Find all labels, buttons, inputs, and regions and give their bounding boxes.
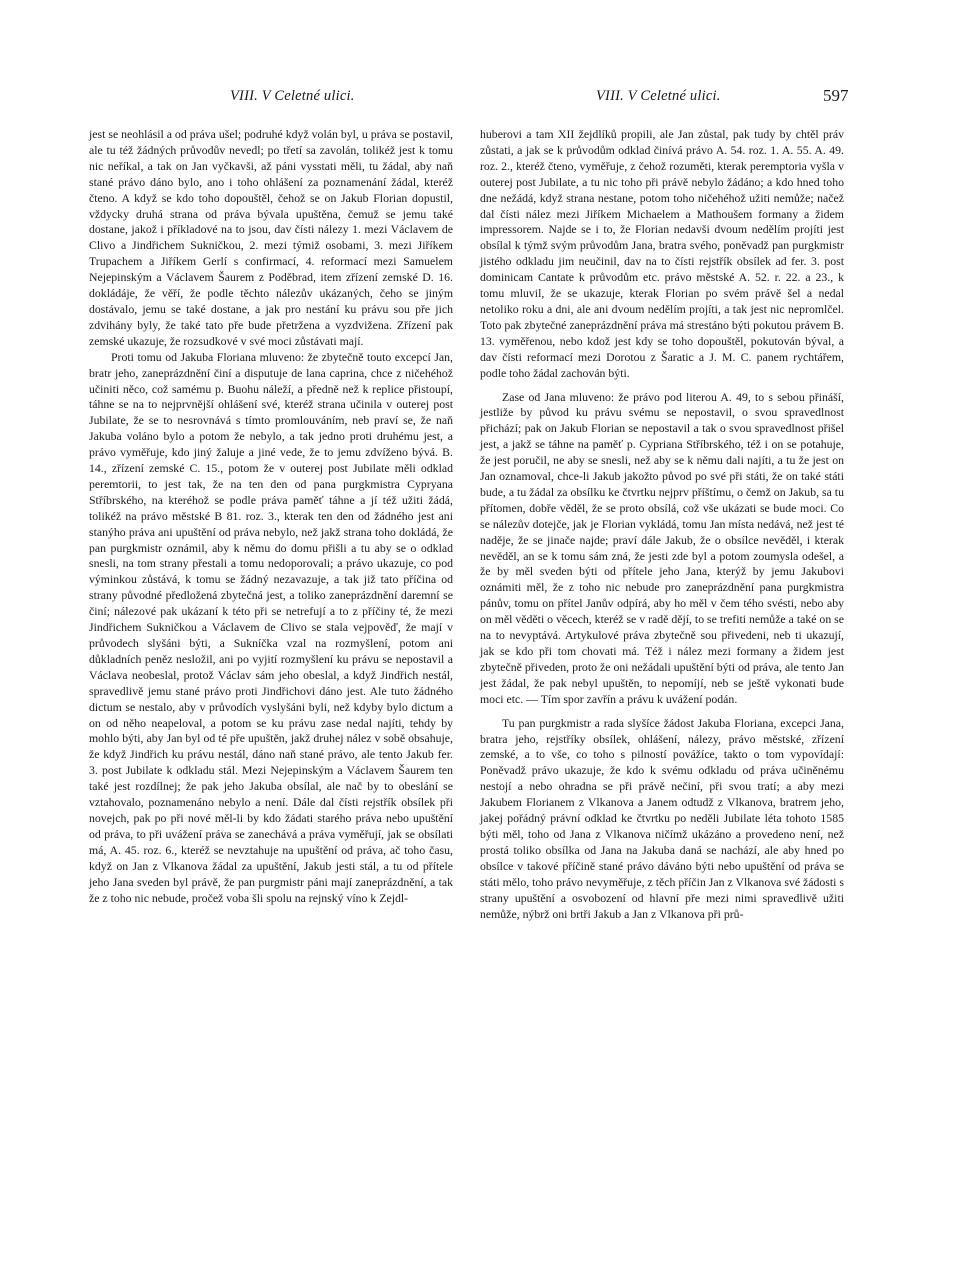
- text-column-left: [89, 127, 453, 906]
- paragraph: Proti tomu od Jakuba Floriana mluveno: že zbytečně touto excepcí Jan, bratr jeho, zaneprázdnění činí a disputuje de lana caprina, chce z ničehéhož učiniti něco, což samému p. Buohu náleží, a předně než k replice přistoupí, táhne se na to nejprvnější ohlášení své, kteréž strana učinila v outerej post Jubilate, že se to nesrovnává s tímto promlouváním, neb praví se, že naň Jakuba voláno bylo a potom že nebylo, a tak jedno proti druhému jest, a právo vyměřuje, kdo jiný žaluje a jiné vede, že to jemu zdvíženo bývá. B. 14., zřízení zemské C. 15., potom že v outerej post Jubilate měli odklad peremtorii, to jest tak, že na ten den od pana purgkmistra Cypryana Stříbrského, na kteréhož se podle práva paměť táhne a jí též užiti žádá, tolikéž na právo městské B 81. roz. 3., kterak ten den od žádného jest ani stanýho práva ani upuštění od práva nebylo, než jakž strana toho dokládá, že pan purgkmistr oznámil, aby k němu do domu přišli a tu aby se o odklad snesli, na tom strany přestali a tomu nedoporovali; a právo ukazuje, co pod výminkou zůstává, k tomu se žádný nezavazuje, a tak již tato příčina od strany původné předložená zbytečná jest, a toliko zaneprázdnění daremní se činí; nálezové pak ukázaní k této při se netrefují a to z příčiny té, že mezi Jindřichem Sukničkou a Václavem de Clivo se stala vejpověď, že mají v průvodech slyšáni býti, a Sukníčka vzal na rozmyšlení, potom ani důkladních peněz nesložil, ani po vyjití rozmyšlení ku právu se nepostavil a Václava neobeslal, protož Václav sám jeho obeslal, a když Jindřich nestál, spravedlivě jemu stané právo proti Jindřichovi dáno jest. Ale tuto žádného dictum se nestalo, aby v průvodích vyslyšáni byli, než kdyby bylo dictum a on od něho neapeloval, a potom se ku právu zase nedal najíti, tehdy by mohlo býti, aby Jan byl od té pře upuštěn, jakž druhej nález v sobě obsahuje, že když Jindřich ku právu nestál, dáno naň stané právo, ale tento Jakub fer. 3. post Jubilate k odkladu stál. Mezi Nejepinským a Václavem Šaurem ten také jest rozdílnej; že pak jeho Jakuba obsílal, ale nač by to obeslání se vztahovalo, poznamenáno nebylo a není. Dále dal čísti rejstřík obsílek při novejch, pak po při nové měl-li by kdo žádati starého práva nebo upuštění od práva, to při uvážení práva se zanechává a práva vyměřují, jak se obsílati má, A. 45. roz. 6., kteréž se nevztahuje na upuštění od práva, ač toho času, když on Jan z Vlkanova žádal za upuštění, Jakub jesti stál, a tu od přítele jeho Jana sveden byl právě, že pan purgmistr páni mají zaneprázdnění, a tak že z toho nic nebude, pročež voba šli spolu na rejnský víno k Zejdl-: [89, 349, 453, 905]
- running-header-right: VIII. V Celetné ulici.: [596, 88, 721, 104]
- paragraph: Zase od Jana mluveno: že právo pod literou A. 49, to s sebou přináší, jestliže by původ ku právu svému se nepostavil, o svou spravedlnost přichází; pak on Jakub Florian se nepostavil a tak o svou spravedlnost přišel jest, a jakž se táhne na paměť p. Cypriana Stříbrského, též i on se potahuje, že jest poručil, ne aby se snesli, než aby se k němu dali najíti, a tu že jest on Jan oznamoval, chce-li Jakub jakožto původ po své při státi, že on také státi bude, a tu žádal za obsílku ke čtvrtku nejprv příštímu, o čemž on Jakub, sa tu přítomen, dobře věděl, že se proto obsílá, což vše ukázati se bude moci. Co se nálezův dotejče, jak je Florian vykládá, tomu Jan místa nedává, než jest té naděje, že se jinače najde; praví dále Jakub, že o obsílce nevěděl, i kterak nevěděl, an se k tomu sám zná, že jesti zde byl a potom zoumysla odešel, a že by měl sveden býti od přítele jeho Jana, kterýž by jemu Jakubovi oznámiti měl, že z toho nic nebude pro zaneprázdnění pana purgkmistra pánův, tomu on přítel Janův odpírá, aby ho měl v čem tého svésti, nebo aby on měl věděti o věcech, kteréž se v radě dějí, to se trefiti nemůže a také on se na to nevyptává. Artykulové práva zbytečně sou přivedeni, neb ti ukazují, jak se kdo při tom chovati má. Též i nález mezi formany a židem jest zbytečně přiveden, proto že oni nežádali upuštění býti od práva, ale tento Jan jest žádal, že pak nebyl upuštěn, to nepomíjí, neb se ještě vykonati bude moci etc. — Tím spor zavřín a právu k uvážení podán.: [480, 389, 844, 706]
- paragraph: Tu pan purgkmistr a rada slyšíce žádost Jakuba Floriana, excepci Jana, bratra jeho, rejstříky obsílek, ohlášení, nálezy, právo městské, zřízení zemské, a to vše, co toho s pilností povážíce, takto o tom vypovídají: Poněvadž právo ukazuje, že kdo k svému odkladu od práva učiněnému nestojí a nebo ohradna se při právě nečiní, při svou tratí; a aby mezi Jakubem Florianem z Vlkanova a Janem odtudž z Vlkanova, bratrem jeho, jakej pořádný právní odklad ke čtvrtku po neděli Jubilate léta tohoto 1585 býti měl, toho od Jana z Vlkanova ničímž ukázáno a provedeno není, než prostá toliko obsílka od Jana na Jakuba daná se nachází, ale aby hned po obsílce v takové příčině stané právo dáváno býti nebo upuštění od práva se státi mělo, toho právo nevyměřuje, z těch příčin Jan z Vlkanova své žádosti s strany upuštění a osvobození od hlavní pře mezi nimi spravedlivě užiti nemůže, nýbrž oni brtři Jakub a Jan z Vlkanova při prů-: [480, 715, 844, 921]
- text-column-right: [480, 127, 844, 922]
- page-number: 597: [823, 86, 849, 105]
- running-header-left: VIII. V Celetné ulici.: [230, 88, 355, 104]
- paragraph: jest se neohlásil a od práva ušel; podruhé když volán byl, u práva se postavil, ale tu též žádných průvodův nevedl; po třetí sa zavolán, tolikéž jest k tomu nic neříkal, a tak on Jan vyčkavši, až páni vysstati měli, tu žádal, aby naň stané právo dáno bylo, ano i toho ohlášení za poznamenání žádal, kteréž čteno. A když se kdo toho dopouštěl, čehož se on Jakub Florian dopustil, vždycky druhá strana od práva bývala upuštěna, čemuž se jemu také dostane, jakož i příkladové na to jsou, dav čísti nálezy 1. mezi Václavem de Clivo a Jindřichem Sukničkou, 2. mezi týmiž osobami, 3. mezi Jiříkem Trupachem a Jiříkem Gerlí s confirmací, 4. reformací mezi Samuelem Nejepinským a Václavem Šaurem z Poděbrad, item zřízení zemské D. 16. dokládáje, že věří, že podle těchto nálezův ukázaných, čeho se jiným dostávalo, jemu se také dostane, a jak pro nestání ku právu sou pře jich zdvihány byly, že také tato pře bude přetržena a vyzdvižena. Zřízení pak zemské ukazuje, že rozsudkové v své moci zůstávati mají.: [89, 127, 453, 348]
- paragraph: huberovi a tam XII žejdlíků propili, ale Jan zůstal, pak tudy by chtěl práv zůstati, a jak se k průvodům odklad činívá právo A. 54. roz. 1. A. 55. A. 49. roz. 2., kteréž čteno, vyměřuje, z čehož rozuměti, kterak peremptoria vyšla v outerej post Jubilate, a tu nic toho při právě nebylo žádáno; a kdo hned toho dne nežádá, když strana nestane, potom toho ničehéhož užiti nemůže; načež dal čísti nález mezi Jiříkem Michaelem a Mathoušem formany a židem impressorem. Najde se i to, že Florian nedavši dvoum nedělím projíti jest obsílal k týmž svým průvodům Jana, bratra svého, poněvadž pan purgkmistr jistého odkladu jim neučinil, dav na to čísti rejstřík obsílek ad fer. 3. post dominicam Cantate k průvodům etc. právo městské A. 52. r. 22. a 23., k tomu mluvil, že se ukazuje, kterak Florian po svém právě šel a nedal netoliko roku a dni, ale ani dvoum nedělím projíti, a tak jest nic nepromlčel. Toto pak zbytečné zaneprázdnění práva má strestáno býti pokutou právem B. 13. vyměřenou, nebo kdož jest kdy se toho dopouštěl, pokutován býval, a dav čísti reformací mezi Dorotou z Šaratic a J. M. C. panem rychtářem, podle toho žádal zachován býti.: [480, 127, 844, 380]
